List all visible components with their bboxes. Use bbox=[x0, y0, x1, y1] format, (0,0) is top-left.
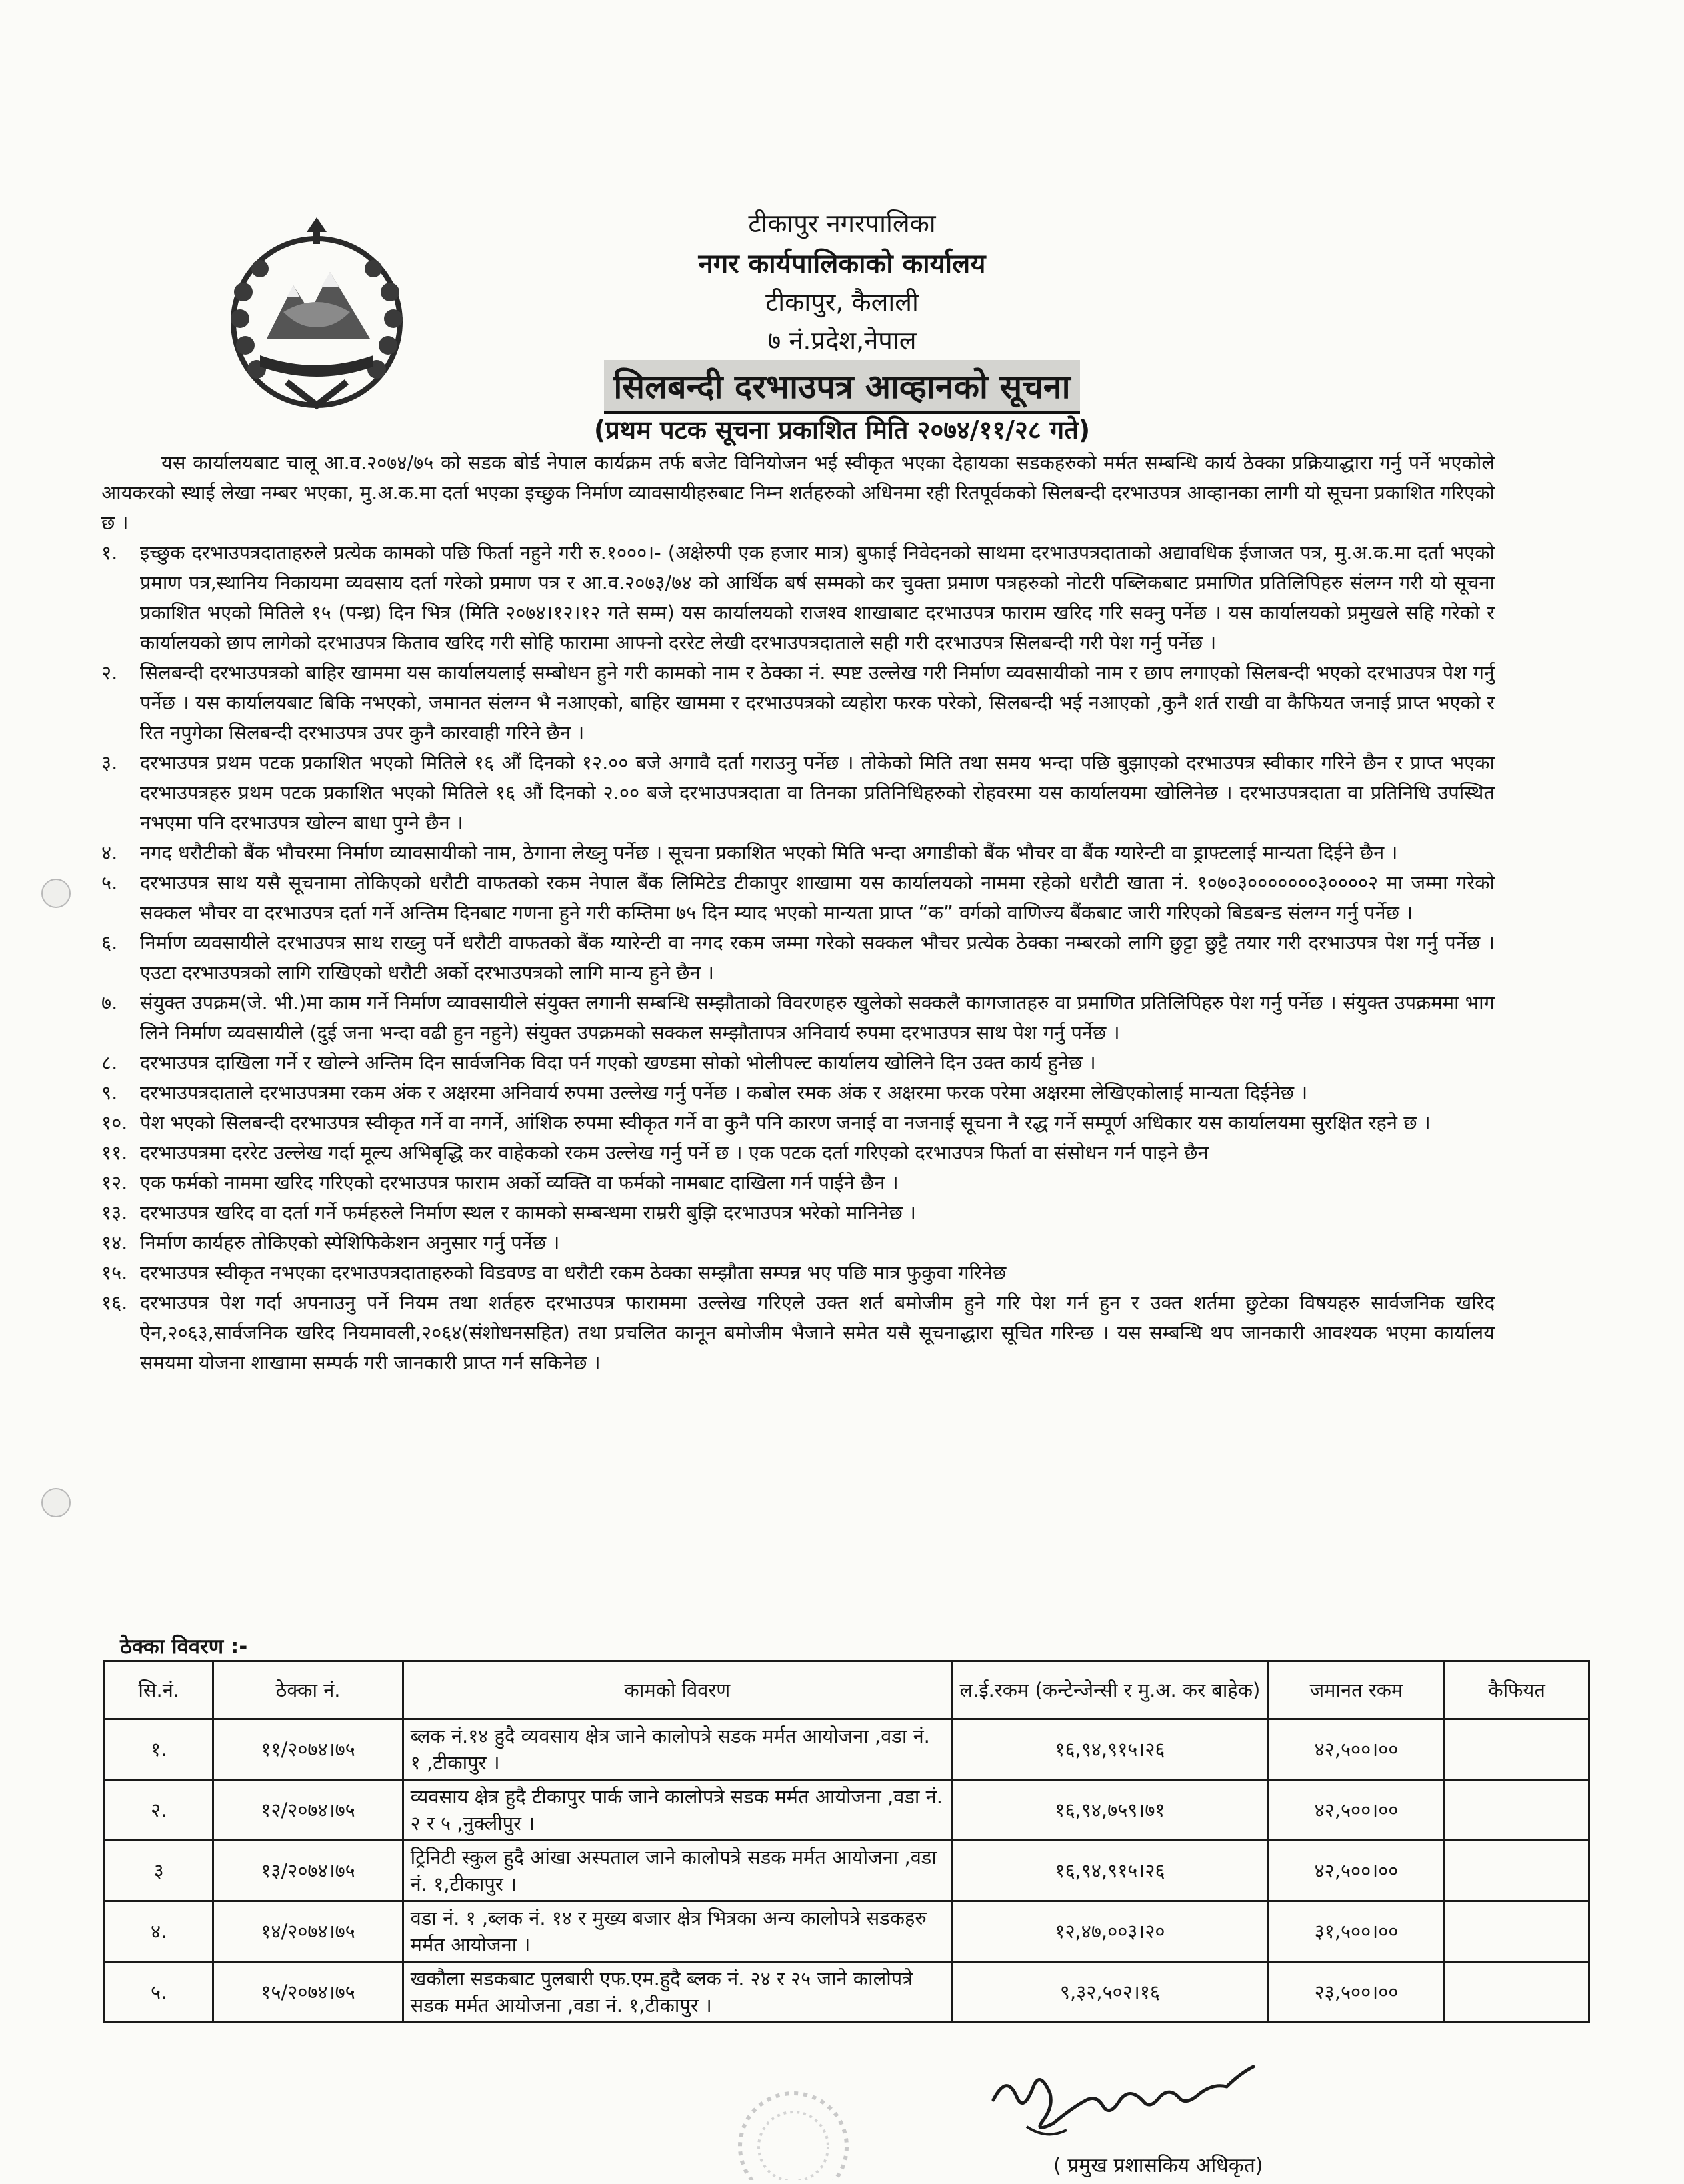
cell-remarks bbox=[1445, 1780, 1589, 1841]
cell-sn: ३ bbox=[105, 1841, 213, 1901]
condition-number: ८. bbox=[101, 1051, 118, 1074]
notice-body bbox=[101, 448, 1495, 1378]
condition-text: दरभाउपत्रदाताले दरभाउपत्रमा रकम अंक र अक्षरमा अनिवार्य रुपमा उल्लेख गर्नु पर्नेछ । कबोल रमक अंक र अक्षरमा फरक परेमा अक्षरमा लेखिएकोलाई मान्यता दिईनेछ । bbox=[140, 1081, 1308, 1104]
col-header-description: कामको विवरण bbox=[403, 1661, 951, 1719]
cell-contract-no: १४/२०७४।७५ bbox=[213, 1901, 403, 1962]
cell-estimate: १६,९४,७५९।७१ bbox=[952, 1780, 1269, 1841]
signer-title: ( प्रमुख प्रशासकिय अधिकृत) bbox=[1053, 2154, 1263, 2177]
condition-number: ३. bbox=[101, 751, 118, 774]
punch-hole bbox=[41, 1488, 71, 1517]
col-header-sn: सि.नं. bbox=[105, 1661, 213, 1719]
cell-deposit: २३,५००।०० bbox=[1268, 1962, 1445, 2023]
signature-icon bbox=[987, 2060, 1293, 2147]
cell-deposit: ४२,५००।०० bbox=[1268, 1780, 1445, 1841]
table-row bbox=[105, 1780, 1589, 1841]
condition-text: सिलबन्दी दरभाउपत्रको बाहिर खाममा यस कार्यालयलाई सम्बोधन हुने गरी कामको नाम र ठेक्का नं. स्पष्ट उल्लेख गरी निर्माण व्यवसायीको नाम र छाप लगाएको सिलबन्दी भएको दरभाउपत्र पेश गर्नु पर्नेछ । यस कार्यालयबाट बिकि नभएको, जमानत संलग्न भै नआएको, बाहिर खाममा र दरभाउपत्रको व्यहोरा फरक परेको, सिलबन्दी भई नआएको ,कुनै शर्त राखी वा कैफियत जनाई प्राप्त भएको र रित नपुगेका सिलबन्दी दरभाउपत्र उपर कुनै कारवाही गरिने छैन । bbox=[140, 661, 1495, 744]
condition-item bbox=[101, 658, 1495, 748]
cell-remarks bbox=[1445, 1962, 1589, 2023]
condition-item bbox=[101, 1288, 1495, 1378]
condition-text: एक फर्मको नाममा खरिद गरिएको दरभाउपत्र फाराम अर्को व्यक्ति वा फर्मको नामबाट दाखिला गर्न पाईने छैन । bbox=[140, 1171, 899, 1194]
cell-contract-no: १३/२०७४।७५ bbox=[213, 1841, 403, 1901]
cell-contract-no: १२/२०७४।७५ bbox=[213, 1780, 403, 1841]
contract-table bbox=[103, 1660, 1590, 2023]
province: ७ नं.प्रदेश,नेपाल bbox=[767, 326, 917, 355]
table-row bbox=[105, 1841, 1589, 1901]
condition-text: दरभाउपत्र स्वीकृत नभएका दरभाउपत्रदाताहरुको विडवण्ड वा धरौटी रकम ठेक्का सम्झौता सम्पन्न भए पछि मात्र फुकुवा गरिनेछ bbox=[140, 1261, 1007, 1284]
cell-remarks bbox=[1445, 1841, 1589, 1901]
condition-text: नगद धरौटीको बैंक भौचरमा निर्माण व्यावसायीको नाम, ठेगाना लेख्नु पर्नेछ । सूचना प्रकाशित भएको मिति भन्दा अगाडीको बैंक भौचर वा बैंक ग्यारेन्टी वा ड्राफ्टलाई मान्यता दिईने छैन । bbox=[140, 841, 1398, 864]
condition-number: १४. bbox=[101, 1231, 128, 1254]
cell-contract-no: १५/२०७४।७५ bbox=[213, 1962, 403, 2023]
office-address: टीकापुर, कैलाली bbox=[765, 287, 919, 317]
cell-sn: २. bbox=[105, 1780, 213, 1841]
cell-sn: ५. bbox=[105, 1962, 213, 2023]
condition-text: दरभाउपत्र पेश गर्दा अपनाउनु पर्ने नियम तथा शर्तहरु दरभाउपत्र फाराममा उल्लेख गरिएले उक्त शर्त बमोजीम हुने गरि पेश गर्न हुन र उक्त शर्तमा छुटेका विषयहरु सार्वजनिक खरिद ऐन,२०६३,सार्वजनिक खरिद नियमावली,२०६४(संशोधनसहित) तथा प्रचलित कानून बमोजीम भैजाने समेत यसै सूचनाद्धारा सूचित गरिन्छ । यस सम्बन्धि थप जानकारी आवश्यक भएमा कार्यालय समयमा योजना शाखामा सम्पर्क गरी जानकारी प्राप्त गर्न सकिनेछ । bbox=[140, 1291, 1495, 1374]
condition-text: पेश भएको सिलबन्दी दरभाउपत्र स्वीकृत गर्ने वा नगर्ने, आंशिक रुपमा स्वीकृत गर्ने वा कुनै पनि कारण जनाई वा नजनाई सूचना नै रद्ध गर्ने सम्पूर्ण अधिकार यस कार्यालयमा सुरक्षित रहने छ । bbox=[140, 1111, 1431, 1134]
condition-number: ११. bbox=[101, 1141, 128, 1164]
condition-number: २. bbox=[101, 661, 118, 684]
condition-item bbox=[101, 1108, 1495, 1138]
condition-item bbox=[101, 1198, 1495, 1228]
condition-number: १६. bbox=[101, 1291, 128, 1314]
cell-sn: १. bbox=[105, 1719, 213, 1780]
table-row bbox=[105, 1901, 1589, 1962]
notice-subtitle: (प्रथम पटक सूचना प्रकाशित मिति २०७४/११/२८ गते) bbox=[593, 415, 1091, 445]
condition-item bbox=[101, 538, 1495, 658]
intro-paragraph: यस कार्यालयबाट चालू आ.व.२०७४/७५ को सडक बोर्ड नेपाल कार्यक्रम तर्फ बजेट विनियोजन भई स्वीकृत भएका देहायका सडकहरुको मर्मत सम्बन्धि कार्य ठेक्का प्रक्रियाद्धारा गर्नु पर्ने भएकोले आयकरको स्थाई लेखा नम्बर भएका, मु.अ.क.मा दर्ता भएका इच्छुक निर्माण व्यावसायीहरुबाट निम्न शर्तहरुको अधिनमा रही रितपूर्वकको सिलबन्दी दरभाउपत्र आव्हानका लागी यो सूचना प्रकाशित गरिएको छ । bbox=[101, 451, 1495, 534]
condition-item bbox=[101, 868, 1495, 928]
col-header-contract-no: ठेक्का नं. bbox=[213, 1661, 403, 1719]
condition-number: १२. bbox=[101, 1171, 128, 1194]
office-stamp-icon bbox=[707, 2080, 853, 2180]
cell-description: ट्रिनिटी स्कुल हुदै आंखा अस्पताल जाने कालोपत्रे सडक मर्मत आयोजना ,वडा नं. १,टीकापुर । bbox=[403, 1841, 951, 1901]
condition-text: दरभाउपत्र साथ यसै सूचनामा तोकिएको धरौटी वाफतको रकम नेपाल बैंक लिमिटेड टीकापुर शाखामा यस कार्यालयको नाममा रहेको धरौटी खाता नं. १०७०३०००००००३००००२ मा जम्मा गरेको सक्कल भौचर वा दरभाउपत्र दर्ता गर्ने अन्तिम दिनबाट गणना हुने गरी कम्तिमा ७५ दिन म्याद भएको मान्यता प्राप्त “क” वर्गको वाणिज्य बैंकबाट जारी गरिएको बिडबन्ड संलग्न गर्नु पर्नेछ । bbox=[140, 871, 1495, 924]
cell-description: वडा नं. १ ,ब्लक नं. १४ र मुख्य बजार क्षेत्र भित्रका अन्य कालोपत्रे सडकहरु मर्मत आयोजना । bbox=[403, 1901, 951, 1962]
cell-contract-no: ११/२०७४।७५ bbox=[213, 1719, 403, 1780]
condition-text: इच्छुक दरभाउपत्रदाताहरुले प्रत्येक कामको पछि फिर्ता नहुने गरी रु.१०००।- (अक्षेरुपी एक हजार मात्र) बुफाई निवेदनको साथमा दरभाउपत्रदाताको अद्यावधिक ईजाजत पत्र, मु.अ.क.मा दर्ता भएको प्रमाण पत्र,स्थानिय निकायमा व्यवसाय दर्ता गरेको प्रमाण पत्र र आ.व.२०७३/७४ को आर्थिक बर्ष सम्मको कर चुक्ता प्रमाण पत्रहरुको नोटरी पब्लिकबाट प्रमाणित प्रतिलिपिहरु संलग्न गरी यो सूचना प्रकाशित भएको मितिले १५ (पन्ध्र) दिन भित्र (मिति २०७४।१२।१२ गते सम्म) यस कार्यालयको राजश्व शाखाबाट दरभाउपत्र फाराम खरिद गरि सक्नु पर्नेछ । यस कार्यालयको प्रमुखले सहि गरेको र कार्यालयको छाप लागेको दरभाउपत्र किताव खरिद गरी सोहि फारामा आफ्नो दररेट लेखी दरभाउपत्रदाताले सही गरी दरभाउपत्र सिलबन्दी गरी पेश गर्नु पर्नेछ । bbox=[140, 541, 1495, 654]
cell-remarks bbox=[1445, 1719, 1589, 1780]
condition-number: ७. bbox=[101, 991, 118, 1014]
condition-number: ९. bbox=[101, 1081, 118, 1104]
office-name: टीकापुर नगरपालिका bbox=[748, 209, 936, 238]
col-header-estimate: ल.ई.रकम (कन्टेन्जेन्सी र मु.अ. कर बाहेक) bbox=[952, 1661, 1269, 1719]
condition-number: ४. bbox=[101, 841, 118, 864]
condition-number: १३. bbox=[101, 1201, 128, 1224]
table-header-row bbox=[105, 1661, 1589, 1719]
condition-text: दरभाउपत्र खरिद वा दर्ता गर्ने फर्महरुले निर्माण स्थल र कामको सम्बन्धमा राम्ररी बुझि दरभाउपत्र भरेको मानिनेछ । bbox=[140, 1201, 917, 1224]
cell-description: व्यवसाय क्षेत्र हुदै टीकापुर पार्क जाने कालोपत्रे सडक मर्मत आयोजना ,वडा नं. २ र ५ ,नुक्लीपुर । bbox=[403, 1780, 951, 1841]
condition-item bbox=[101, 1258, 1495, 1288]
condition-text: संयुक्त उपक्रम(जे. भी.)मा काम गर्ने निर्माण व्यावसायीले संयुक्त लगानी सम्बन्धि सम्झौताको विवरणहरु खुलेको सक्कलै कागजातहरु वा प्रमाणित प्रतिलिपिहरु पेश गर्नु पर्नेछ । संयुक्त उपक्रममा भाग लिने निर्माण व्यवसायीले (दुई जना भन्दा वढी हुन नहुने) संयुक्त उपक्रमको सक्कल सम्झौतापत्र अनिवार्य रुपमा दरभाउपत्र साथ पेश गर्नु पर्नेछ । bbox=[140, 991, 1495, 1044]
cell-deposit: ४२,५००।०० bbox=[1268, 1841, 1445, 1901]
cell-deposit: ४२,५००।०० bbox=[1268, 1719, 1445, 1780]
condition-number: ६. bbox=[101, 931, 118, 954]
table-row bbox=[105, 1962, 1589, 2023]
notice-title-wrap bbox=[0, 360, 1684, 414]
condition-item bbox=[101, 928, 1495, 988]
condition-number: ५. bbox=[101, 871, 118, 894]
cell-description: खकौला सडकबाट पुलबारी एफ.एम.हुदै ब्लक नं. २४ र २५ जाने कालोपत्रे सडक मर्मत आयोजना ,वडा नं. १,टीकापुर । bbox=[403, 1962, 951, 2023]
notice-title: सिलबन्दी दरभाउपत्र आव्हानको सूचना bbox=[604, 360, 1079, 414]
office-unit: नगर कार्यपालिकाको कार्यालय bbox=[698, 249, 986, 279]
condition-number: १५. bbox=[101, 1261, 128, 1284]
condition-item bbox=[101, 838, 1495, 868]
condition-text: दरभाउपत्रमा दररेट उल्लेख गर्दा मूल्य अभिबृद्धि कर वाहेकको रकम उल्लेख गर्नु पर्ने छ । एक पटक दर्ता गरिएको दरभाउपत्र फिर्ता वा संसोधन गर्न पाइने छैन bbox=[140, 1141, 1209, 1164]
condition-item bbox=[101, 1048, 1495, 1078]
condition-text: दरभाउपत्र प्रथम पटक प्रकाशित भएको मितिले १६ औं दिनको १२.०० बजे अगावै दर्ता गराउनु पर्नेछ । तोकेको मिति तथा समय भन्दा पछि बुझाएको दरभाउपत्र स्वीकार गरिने छैन र प्राप्त भएका दरभाउपत्रहरु प्रथम पटक प्रकाशित भएको मितिले १६ औं दिनको २.०० बजे दरभाउपत्रदाता वा तिनका प्रतिनिधिहरुको रोहवरमा यस कार्यालयमा खोलिनेछ । दरभाउपत्रदाता वा प्रतिनिधि उपस्थित नभएमा पनि दरभाउपत्र खोल्न बाधा पुग्ने छैन । bbox=[140, 751, 1495, 834]
cell-estimate: १६,९४,९१५।२६ bbox=[952, 1719, 1269, 1780]
col-header-remarks: कैफियत bbox=[1445, 1661, 1589, 1719]
condition-item bbox=[101, 1228, 1495, 1258]
cell-description: ब्लक नं.१४ हुदै व्यवसाय क्षेत्र जाने कालोपत्रे सडक मर्मत आयोजना ,वडा नं. १ ,टीकापुर । bbox=[403, 1719, 951, 1780]
cell-sn: ४. bbox=[105, 1901, 213, 1962]
cell-estimate: १२,४७,००३।२० bbox=[952, 1901, 1269, 1962]
cell-deposit: ३१,५००।०० bbox=[1268, 1901, 1445, 1962]
conditions-list bbox=[101, 538, 1495, 1378]
condition-number: १०. bbox=[101, 1111, 128, 1134]
condition-item bbox=[101, 748, 1495, 838]
cell-remarks bbox=[1445, 1901, 1589, 1962]
contract-details-label: ठेक्का विवरण :- bbox=[120, 1635, 248, 1659]
condition-number: १. bbox=[101, 541, 118, 564]
condition-text: निर्माण व्यवसायीले दरभाउपत्र साथ राख्नु पर्ने धरौटी वाफतको बैंक ग्यारेन्टी वा नगद रकम जम्मा गरेको सक्कल भौचर प्रत्येक ठेक्का नम्बरको लागि छुट्टा छुट्टै तयार गरी दरभाउपत्र पेश गर्नु पर्नेछ । एउटा दरभाउपत्रको लागि राखिएको धरौटी अर्को दरभाउपत्रको लागि मान्य हुने छैन । bbox=[140, 931, 1495, 984]
condition-item bbox=[101, 988, 1495, 1048]
punch-hole bbox=[41, 879, 71, 908]
condition-item bbox=[101, 1138, 1495, 1168]
condition-text: निर्माण कार्यहरु तोकिएको स्पेशिफिकेशन अनुसार गर्नु पर्नेछ । bbox=[140, 1231, 560, 1254]
condition-text: दरभाउपत्र दाखिला गर्ने र खोल्ने अन्तिम दिन सार्वजनिक विदा पर्न गएको खण्डमा सोको भोलीपल्ट कार्यालय खोलिने दिन उक्त कार्य हुनेछ । bbox=[140, 1051, 1096, 1074]
condition-item bbox=[101, 1078, 1495, 1108]
col-header-deposit: जमानत रकम bbox=[1268, 1661, 1445, 1719]
table-row bbox=[105, 1719, 1589, 1780]
cell-estimate: १६,९४,९१५।२६ bbox=[952, 1841, 1269, 1901]
cell-estimate: ९,३२,५०२।१६ bbox=[952, 1962, 1269, 2023]
condition-item bbox=[101, 1168, 1495, 1198]
